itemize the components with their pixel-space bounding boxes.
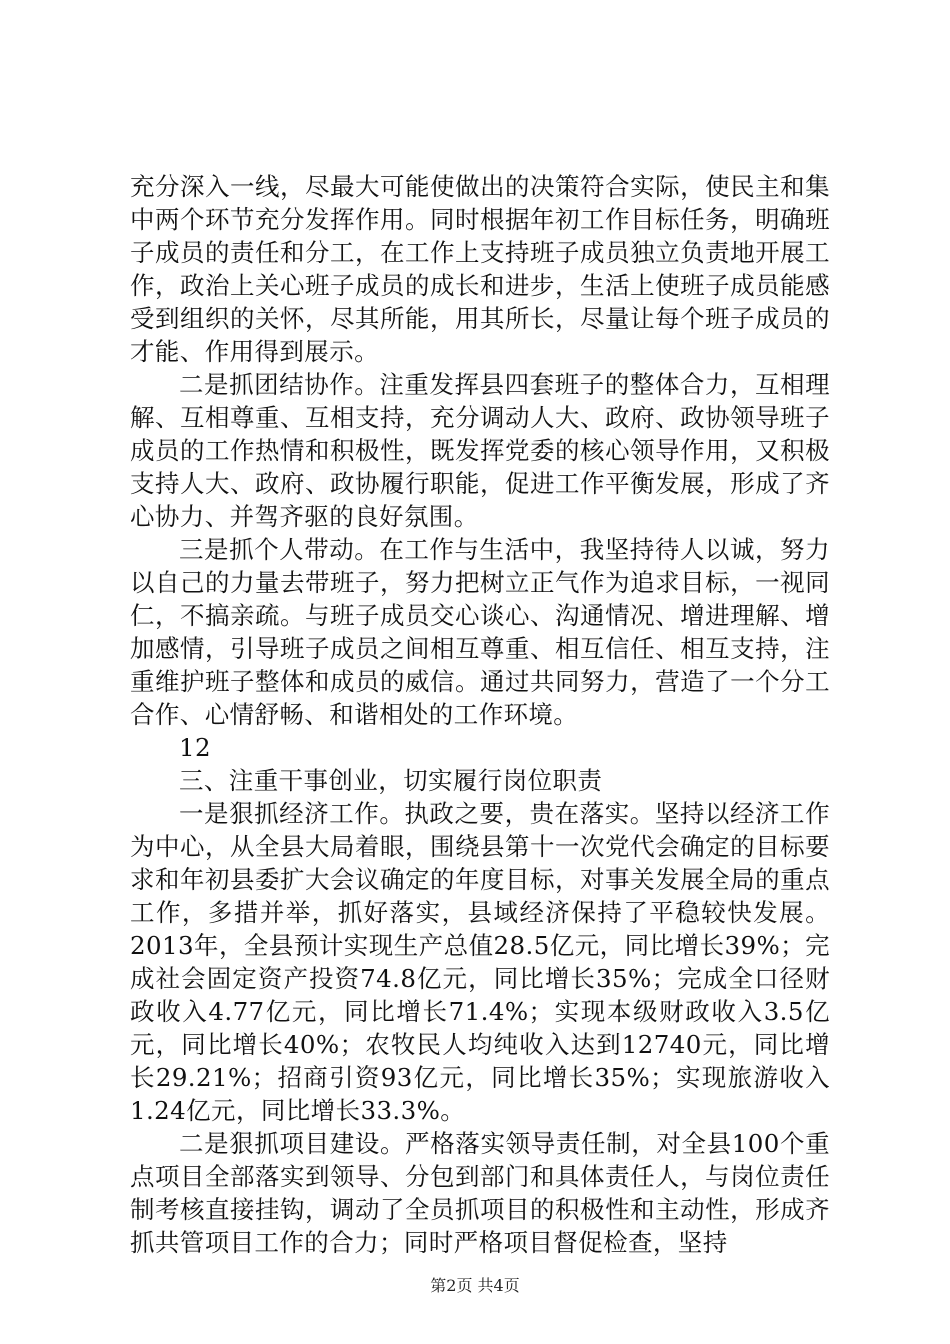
paragraph-continuation: 充分深入一线，尽最大可能使做出的决策符合实际，使民主和集中两个环节充分发挥作用。同时根据年初工作目标任务，明确班子成员的责任和分工，在工作上支持班子成员独立负责地开展工作，政治上关心班子成员的成长和进步，生活上使班子成员能感受到组织的关怀，尽其所能，用其所长，尽量让每个班子成员的才能、作用得到展示。 [130, 172, 830, 366]
page-number-footer: 第2页 共4页 [430, 1276, 520, 1295]
paragraph-unity-cooperation: 二是抓团结协作。注重发挥县四套班子的整体合力，互相理解、互相尊重、互相支持，充分调动人大、政府、政协领导班子成员的工作热情和积极性，既发挥党委的核心领导作用，又积极支持人大、政府、政协履行职能，促进工作平衡发展，形成了齐心协力、并驾齐驱的良好氛围。 [130, 370, 830, 531]
section-heading: 三、注重干事创业，切实履行岗位职责 [179, 766, 603, 795]
paragraph-project-construction: 二是狠抓项目建设。严格落实领导责任制，对全县100个重点项目全部落实到领导、分包到部门和具体责任人，与岗位责任制考核直接挂钩，调动了全员抓项目的积极性和主动性，形成齐抓共管项目工作的合力；同时严格项目督促检查，坚持 [130, 1129, 830, 1257]
paragraph-economic-work: 一是狠抓经济工作。执政之要，贵在落实。坚持以经济工作为中心，从全县大局着眼，围绕县第十一次党代会确定的目标要求和年初县委扩大会议确定的年度目标，对事关发展全局的重点工作，多措并举，抓好落实，县域经济保持了平稳较快发展。2013年，全县预计实现生产总值28.5亿元，同比增长39%；完成社会固定资产投资74.8亿元，同比增长35%；完成全口径财政收入4.77亿元，同比增长71.4%；实现本级财政收入3.5亿元，同比增长40%；农牧民人均纯收入达到12740元，同比增长29.21%；招商引资93亿元，同比增长35%；实现旅游收入1.24亿元，同比增长33.3%。 [130, 799, 830, 1125]
document-body [130, 170, 830, 1259]
stray-number: 12 [179, 733, 211, 762]
paragraph-personal-leadership: 三是抓个人带动。在工作与生活中，我坚持待人以诚，努力以自己的力量去带班子，努力把树立正气作为追求目标，一视同仁，不搞亲疏。与班子成员交心谈心、沟通情况、增进理解、增加感情，引导班子成员之间相互尊重、相互信任、相互支持，注重维护班子整体和成员的威信。通过共同努力，营造了一个分工合作、心情舒畅、和谐相处的工作环境。 [130, 535, 830, 729]
